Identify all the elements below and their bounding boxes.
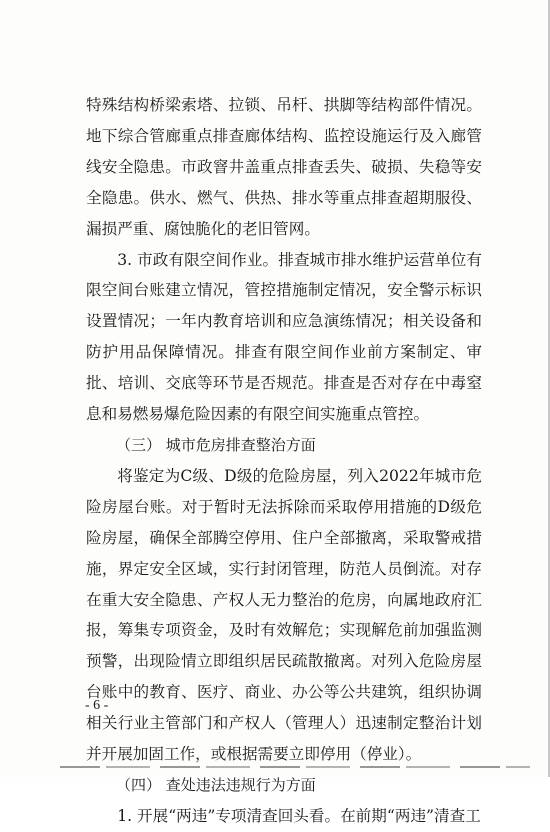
scan-edge-line: [60, 766, 530, 768]
paragraph-bridge-pipeline: 特殊结构桥梁索塔、拉锁、吊杆、拱脚等结构部件情况。地下综合管廊重点排查廊体结构、监控设施运行及入廊管线安全隐患。市政窨井盖重点排查丢失、破损、失稳等安全隐患。供水、燃气、供热、排水等重点排查超期服役、漏损严重、腐蚀脆化的老旧管网。: [86, 96, 482, 238]
section-heading-violations: （四） 查处违法违规行为方面: [116, 775, 316, 794]
section-heading-dangerous-housing: （三） 城市危房排查整治方面: [116, 435, 316, 454]
page-number: - 6 -: [85, 698, 109, 713]
document-body: [86, 90, 482, 832]
paragraph-two-violations: 1. 开展“两违”专项清查回头看。在前期“两违”清查工: [117, 806, 481, 825]
paragraph-confined-space: 3. 市政有限空间作业。排查城市排水维护运营单位有限空间台账建立情况，管控措施制定情况，安全警示标识设置情况；一年内教育培训和应急演练情况；相关设备和防护用品保障情况。排查有限空间作业前方案制定、审批、培训、交底等环节是否规范。排查是否对存在中毒窒息和易燃易爆危险因素的有限空间实施重点管控。: [86, 250, 482, 424]
paragraph-dangerous-housing: 将鉴定为C级、D级的危险房屋，列入2022年城市危险房屋台账。对于暂时无法拆除而采取停用措施的D级危险房屋，确保全部腾空停用、住户全部撤离，采取警戒措施，界定安全区域，实行封闭管理，防范人员倒流。对存在重大安全隐患、产权人无力整治的危房，向属地政府汇报，筹集专项资金，及时有效解危；实现解危前加强监测预警，出现险情立即组织居民疏散撤离。对列入危险房屋台账中的教育、医疗、商业、办公等公共建筑，组织协调相关行业主管部门和产权人（管理人）迅速制定整治计划并开展加固工作，或根据需要立即停用（停业）。: [86, 466, 482, 764]
